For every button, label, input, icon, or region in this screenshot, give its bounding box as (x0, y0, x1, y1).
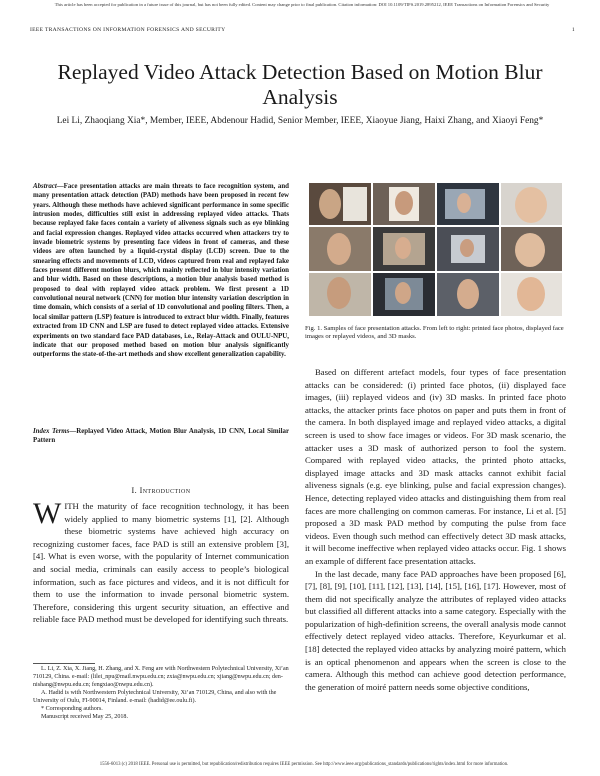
figure-caption: Fig. 1. Samples of face presentation attacks. From left to right: printed face photos, displayed face images or replayed videos, and 3D masks. (305, 325, 564, 341)
footnote-affiliations: L. Li, Z. Xia, X. Jiang, H. Zhang, and X. Feng are with Northwestern Polytechnical University, Xi’an 710129, China. e-mail: (lilei_npu@mail.nwpu.edu.cn; zxia@nwpu.edu.cn; xjiang@nwpu.edu.cn; den-nishang@nwpu.edu.cn; fengxiao@nwpu.edu.cn). (33, 666, 289, 688)
footnote-corresponding: * Corresponding authors. (41, 706, 103, 712)
introduction-paragraph (33, 497, 289, 626)
index-terms-label: Index Terms (33, 428, 70, 435)
journal-name: IEEE TRANSACTIONS ON INFORMATION FORENSICS AND SECURITY (30, 27, 226, 33)
paragraph-attack-types: Based on different artefact models, four types of face presentation attacks can be considered: (i) printed face photos, (ii) displayed face images, (iii) replayed videos and (iv) 3D masks. In printed face photo attacks, the attacker prints face photos on paper and puts them in front of the camera. In both displayed image and replayed video attacks, a digital screen is used to show face images or videos. For 3D mask scenario, the attacker uses a 3D mask of authorized person to fool the system. Compared with replayed video attacks, the printed photo attacks, displayed image attacks and 3D mask attacks cannot exhibit facial aliveness signals (e.g. eye blinking, pulse and facial expression changes). Hence, detecting replayed video attacks and distinguishing them from real faces are more challenging on common cameras. For instance, Li et al. [5] proposed a 3D mask PAD method by computing the pulse from face videos. Even though such method can effectively detect 3D mask attacks, it will become ineffective when replayed video attacks occur. Fig. 1 shows an example of different face presentation attacks. (305, 367, 566, 566)
sample-replayed-video-3 (437, 273, 499, 316)
figure-1-photo-grid (309, 183, 562, 316)
page-number: 1 (571, 27, 575, 33)
footnotes (33, 665, 289, 721)
sample-printed-photo-2 (373, 183, 435, 225)
abstract-label: Abstract (33, 183, 57, 190)
publication-notice: This article has been accepted for publication in a future issue of this journal, but has not been fully edited. Content may change prior to final publication. Citation information: DOI 10.1109/TIFS.2019.2895212, IEEE Transactions on Information Forensics and Security (54, 2, 550, 7)
running-head (30, 27, 575, 33)
sample-3d-mask-2 (501, 227, 562, 271)
footnote-hadid: A. Hadid is with Northwestern Polytechnical University, Xi’an 710129, China, and also with the University of Oulu, FI-90014, Finland. e-mail: (hadid@ee.oulu.fi). (33, 690, 277, 704)
index-terms (33, 427, 289, 446)
sample-displayed-image-1 (373, 227, 435, 271)
paper-title: Replayed Video Attack Detection Based on Motion Blur Analysis (57, 60, 543, 109)
sample-printed-photo-3 (309, 227, 371, 271)
right-column-body (305, 366, 566, 693)
drop-cap: W (33, 497, 62, 530)
abstract (33, 182, 289, 360)
author-list: Lei Li, Zhaoqiang Xia*, Member, IEEE, Abdenour Hadid, Senior Member, IEEE, Xiaoyue Jiang, Haixi Zhang, and Xiaoyi Feng* (56, 116, 544, 126)
intro-text: ITH the maturity of face recognition technology, it has been widely applied to many biometric systems [1], [2]. Although these biometric systems have achieved high accuracy on recognizing customer faces, face PAD is still an extensive problem [3], [4]. What is even worse, with the popularity of Internet communication and social media, criminals can easily access to people’s biological information, such as face pictures and videos, and it is not difficult for them to use the information to invade personal biometric system. Therefore, considering this urgent security situation, an effective and reliable face PAD method must be developed for identifying such threats. (33, 501, 289, 625)
sample-printed-photo-1 (309, 183, 371, 225)
copyright-line: 1556-6013 (c) 2018 IEEE. Personal use is permitted, but republication/redistribution requires IEEE permission. See http://www.ieee.org/publications_standards/publications/rights/index.html for more information. (99, 762, 509, 767)
abstract-text: —Face presentation attacks are main threats to face recognition system, and many presentation attack detection (PAD) methods have been proposed in recent few years. Although these methods have achieved significant performance in some specific intrusion modes, difficulties still exist in addressing replayed video attacks. Thats because replayed fake faces contain a variety of aliveness signals such as eye blinking and facial expression changes. Replayed video attacks occurred when attackers try to invade biometric systems by presenting face videos in front of cameras, and these videos are often launched by a liquid-crystal display (LCD) screen. Due to the smearing effects and movements of LCD, videos captured from real and replayed fake faces present different motion blurs, which mainly reflected in blur intensity variation and blur width. Based on these descriptions, a motion blur analysis based method is proposed to deal with replayed video attack problem. We first present a 1D convolutional neural network (CNN) for motion blur intensity variation description in time domain, which consists of a serial of 1D convolutional and pooling filters. Then, a local similar pattern (LSP) feature is introduced to extract blur width. Finally, features extracted from 1D CNN and LSP are fused to detect replayed video attacks. Extensive experiments on two standard face PAD databases, i.e., Relay-Attack and OULU-NPU, indicate that our proposed method based on motion blur analysis significantly outperforms the state-of-the-art methods and show excellent generalization capability. (33, 183, 289, 359)
index-terms-text: —Replayed Video Attack, Motion Blur Analysis, 1D CNN, Local Similar Pattern (33, 428, 290, 445)
sample-replayed-video-1 (437, 183, 499, 225)
sample-printed-photo-4 (309, 273, 371, 316)
paragraph-pad-approaches: In the last decade, many face PAD approaches have been proposed [6], [7], [8], [9], [10], [11], [12], [13], [14], [15], [16], [17]. However, most of them did not specifically analyze the attributes of replayed video attacks but classified all different attacks into a same category. Especially with the popularization of high-definition screens, the overall analysis mode cannot effectively detect replayed video attacks. Therefore, Keyurkumar et al. [18] detected the replayed video attacks by analyzing moiré pattern, which is an optical phenomenon and appears when the screen is close to the camera. Although this method can achieve good detection performance, the generation of moiré pattern needs some objective conditions, (305, 568, 566, 692)
section-heading: I. Introduction (131, 486, 191, 495)
sample-3d-mask-3 (501, 273, 562, 316)
sample-replayed-video-2 (437, 227, 499, 271)
sample-3d-mask-1 (501, 183, 562, 225)
footnote-received: Manuscript received May 25, 2018. (41, 714, 128, 720)
footnote-rule (33, 663, 95, 664)
sample-displayed-image-2 (373, 273, 435, 316)
